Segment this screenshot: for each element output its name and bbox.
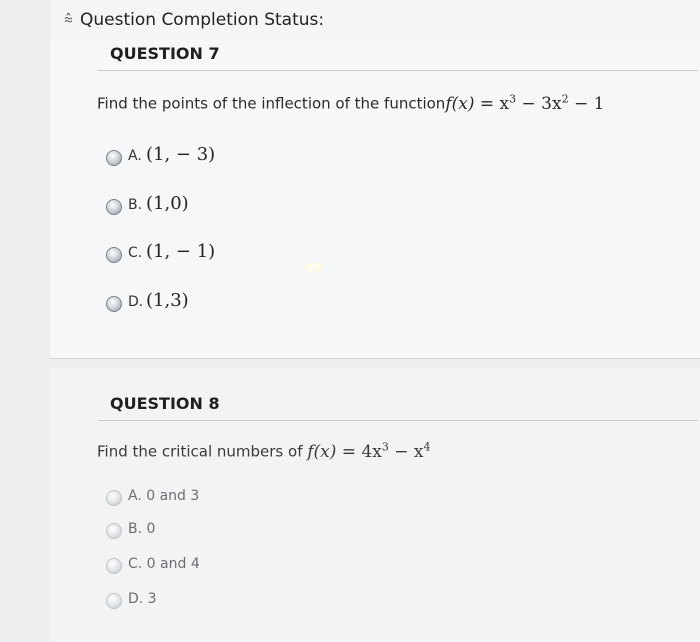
divider [98, 70, 698, 71]
prompt-text: Find the critical numbers of [97, 442, 308, 461]
function-lhs: f(x) [307, 441, 337, 462]
option-value: (1,0) [146, 193, 189, 214]
double-chevron-down-icon[interactable]: ⩯ [64, 10, 73, 28]
question-8-header: QUESTION 8 [110, 394, 220, 413]
exponent: 2 [561, 92, 569, 105]
option-value: (1,3) [146, 290, 189, 311]
function-part: = 4x [336, 441, 382, 462]
function-expression [307, 442, 430, 462]
question-8-prompt [97, 440, 431, 462]
exponent: 4 [423, 440, 431, 453]
option-letter: D. [128, 294, 144, 310]
exponent: 3 [381, 440, 389, 453]
option-label: C. 0 and 4 [128, 556, 200, 572]
radio-button[interactable] [106, 558, 122, 574]
function-part: = x [474, 93, 510, 114]
radio-button[interactable] [106, 247, 122, 263]
divider [98, 420, 698, 421]
option-value: (1, − 3) [146, 144, 216, 165]
option-label: B. 0 [128, 521, 156, 537]
function-lhs: f(x) [445, 93, 475, 114]
radio-button[interactable] [106, 199, 122, 215]
option-letter: B. [128, 197, 143, 213]
question-completion-status-title[interactable]: Question Completion Status: [80, 10, 325, 30]
radio-button[interactable] [106, 150, 122, 166]
screen-glare [302, 262, 324, 272]
prompt-text: Find the points of the inflection of the function [97, 94, 446, 113]
function-part: − 3x [516, 93, 562, 114]
question-7-prompt [97, 92, 604, 114]
option-value: (1, − 1) [146, 241, 216, 262]
function-part: − 1 [568, 93, 605, 114]
option-label: D. 3 [128, 591, 157, 607]
question-7-header: QUESTION 7 [110, 44, 220, 63]
function-part: − x [388, 441, 424, 462]
radio-button[interactable] [106, 490, 122, 506]
exponent: 3 [509, 92, 517, 105]
function-expression [445, 94, 604, 114]
question-8-panel [50, 368, 700, 642]
radio-button[interactable] [106, 296, 122, 312]
option-letter: C. [128, 245, 143, 261]
question-7-panel [50, 40, 700, 359]
option-letter: A. [128, 148, 142, 164]
option-label: A. 0 and 3 [128, 488, 200, 504]
radio-button[interactable] [106, 593, 122, 609]
radio-button[interactable] [106, 523, 122, 539]
